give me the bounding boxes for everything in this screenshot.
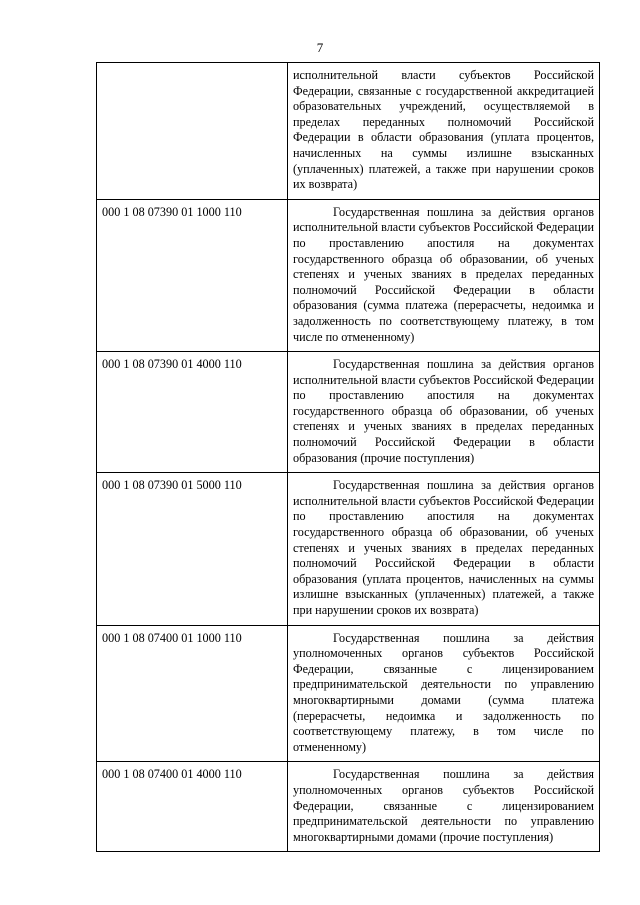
description-cell: Государственная пошлина за действия уполномоченных органов субъектов Российской Федерации, связанные с лицензированием предпринимательской деятельности по управлению многоквартирными домами (прочие поступления)	[288, 762, 600, 852]
code-cell: 000 1 08 07400 01 4000 110	[97, 762, 288, 852]
code-cell: 000 1 08 07390 01 1000 110	[97, 199, 288, 351]
budget-code-table	[96, 62, 600, 852]
table-row	[97, 625, 600, 762]
code-cell: 000 1 08 07390 01 5000 110	[97, 473, 288, 625]
code-cell	[97, 63, 288, 200]
description-cell: Государственная пошлина за действия органов исполнительной власти субъектов Российской Федерации по проставлению апостиля на документах государственного образца об образовании, об ученых степенях и ученых званиях в пределах переданных полномочий Российской Федерации в области образования (прочие поступления)	[288, 352, 600, 473]
code-cell: 000 1 08 07400 01 1000 110	[97, 625, 288, 762]
table-row	[97, 199, 600, 351]
description-cell: Государственная пошлина за действия органов исполнительной власти субъектов Российской Федерации по проставлению апостиля на документах государственного образца об образовании, об ученых степенях и ученых званиях в пределах переданных полномочий Российской Федерации в области образования (уплата процентов, начисленных на суммы излишне взысканных (уплаченных) платежей, а также при нарушении сроков их возврата)	[288, 473, 600, 625]
code-cell: 000 1 08 07390 01 4000 110	[97, 352, 288, 473]
description-cell: Государственная пошлина за действия уполномоченных органов субъектов Российской Федерации, связанные с лицензированием предпринимательской деятельности по управлению многоквартирными домами (сумма платежа (перерасчеты, недоимка и задолженность по соответствующему платежу, в том числе по отмененному)	[288, 625, 600, 762]
page-number: 7	[316, 40, 324, 55]
table-row	[97, 473, 600, 625]
table-row	[97, 762, 600, 852]
description-cell: Государственная пошлина за действия органов исполнительной власти субъектов Российской Федерации по проставлению апостиля на документах государственного образца об образовании, об ученых степенях и ученых званиях в пределах переданных полномочий Российской Федерации в области образования (сумма платежа (перерасчеты, недоимка и задолженность по соответствующему платежу, в том числе по отмененному)	[288, 199, 600, 351]
table-row	[97, 63, 600, 200]
description-cell: исполнительной власти субъектов Российской Федерации, связанные с государственной аккредитацией образовательных учреждений, осуществляемой в пределах переданных полномочий Российской Федерации в области образования (уплата процентов, начисленных на суммы излишне взысканных (уплаченных) платежей, а также при нарушении сроков их возврата)	[288, 63, 600, 200]
table-row	[97, 352, 600, 473]
